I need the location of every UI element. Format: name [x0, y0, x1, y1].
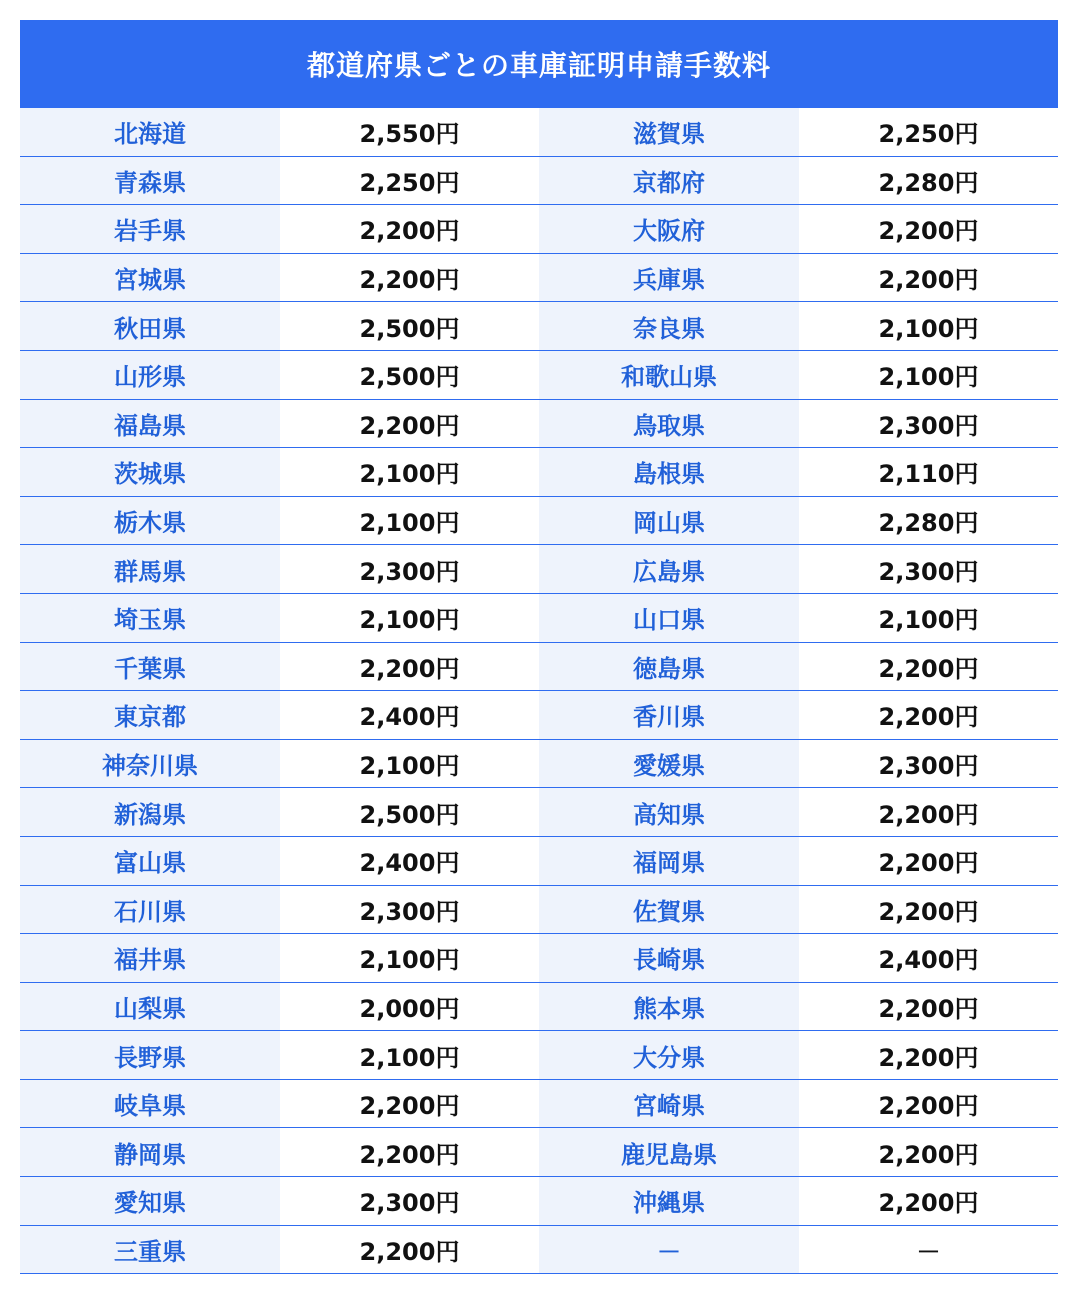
- prefecture-name-cell: 山形県: [20, 350, 280, 399]
- fee-cell: 2,300円: [799, 545, 1058, 594]
- table-row: [20, 739, 1058, 788]
- fee-cell: 2,200円: [799, 691, 1058, 740]
- fee-cell: 2,300円: [280, 885, 539, 934]
- fee-cell: 2,100円: [280, 448, 539, 497]
- fee-cell: 2,250円: [280, 156, 539, 205]
- prefecture-name-cell: 新潟県: [20, 788, 280, 837]
- prefecture-name-cell: 岐阜県: [20, 1079, 280, 1128]
- fee-cell: 2,200円: [799, 1177, 1058, 1226]
- fee-cell: 2,280円: [799, 156, 1058, 205]
- fee-cell: 2,110円: [799, 448, 1058, 497]
- table-row: [20, 496, 1058, 545]
- prefecture-name-cell: 大阪府: [539, 205, 799, 254]
- fee-cell: 2,500円: [280, 302, 539, 351]
- fee-cell: 2,100円: [280, 593, 539, 642]
- prefecture-name-cell: 神奈川県: [20, 739, 280, 788]
- prefecture-name-cell: 徳島県: [539, 642, 799, 691]
- prefecture-name-cell: 青森県: [20, 156, 280, 205]
- fee-cell: 2,200円: [799, 1079, 1058, 1128]
- prefecture-name-cell: 福島県: [20, 399, 280, 448]
- prefecture-name-cell: 岡山県: [539, 496, 799, 545]
- fee-cell: 2,200円: [280, 642, 539, 691]
- fee-cell: 2,100円: [799, 593, 1058, 642]
- prefecture-name-cell: 長野県: [20, 1031, 280, 1080]
- fee-cell: 2,100円: [280, 496, 539, 545]
- prefecture-name-cell: 宮城県: [20, 253, 280, 302]
- table-row: [20, 350, 1058, 399]
- fee-cell: 2,200円: [799, 1128, 1058, 1177]
- table-row: [20, 1177, 1058, 1226]
- table-row: [20, 593, 1058, 642]
- fee-cell: 2,100円: [280, 739, 539, 788]
- table-row: [20, 1225, 1058, 1274]
- prefecture-name-cell: 愛知県: [20, 1177, 280, 1226]
- prefecture-name-cell: 秋田県: [20, 302, 280, 351]
- fee-table-body: [20, 108, 1058, 1274]
- fee-cell: 2,400円: [280, 836, 539, 885]
- table-row: [20, 885, 1058, 934]
- fee-cell: 2,200円: [799, 1031, 1058, 1080]
- fee-cell: 2,000円: [280, 982, 539, 1031]
- fee-cell: 2,200円: [280, 1128, 539, 1177]
- fee-table: [20, 108, 1058, 1274]
- table-title: 都道府県ごとの車庫証明申請手数料: [20, 20, 1058, 108]
- table-row: [20, 982, 1058, 1031]
- prefecture-name-cell: 宮崎県: [539, 1079, 799, 1128]
- prefecture-name-cell: 兵庫県: [539, 253, 799, 302]
- table-row: [20, 156, 1058, 205]
- prefecture-name-cell: 奈良県: [539, 302, 799, 351]
- fee-cell: 2,300円: [280, 1177, 539, 1226]
- table-row: [20, 205, 1058, 254]
- fee-cell: 2,200円: [799, 982, 1058, 1031]
- prefecture-name-cell: 佐賀県: [539, 885, 799, 934]
- prefecture-name-cell: 茨城県: [20, 448, 280, 497]
- fee-cell: 2,200円: [799, 253, 1058, 302]
- table-row: [20, 448, 1058, 497]
- fee-cell: 2,200円: [799, 885, 1058, 934]
- prefecture-name-cell: 愛媛県: [539, 739, 799, 788]
- table-row: [20, 399, 1058, 448]
- prefecture-name-cell: 東京都: [20, 691, 280, 740]
- prefecture-name-cell: 富山県: [20, 836, 280, 885]
- fee-cell: 2,100円: [799, 350, 1058, 399]
- prefecture-name-cell: 鹿児島県: [539, 1128, 799, 1177]
- fee-cell: 2,100円: [280, 1031, 539, 1080]
- table-row: [20, 302, 1058, 351]
- prefecture-name-cell: 島根県: [539, 448, 799, 497]
- table-row: [20, 642, 1058, 691]
- prefecture-name-cell: 鳥取県: [539, 399, 799, 448]
- prefecture-name-cell: 千葉県: [20, 642, 280, 691]
- fee-cell: 2,250円: [799, 108, 1058, 156]
- table-row: [20, 1128, 1058, 1177]
- prefecture-name-cell: 三重県: [20, 1225, 280, 1274]
- prefecture-name-cell: 群馬県: [20, 545, 280, 594]
- prefecture-name-cell: 長崎県: [539, 934, 799, 983]
- prefecture-name-cell: 岩手県: [20, 205, 280, 254]
- prefecture-name-cell: 香川県: [539, 691, 799, 740]
- fee-cell: 2,300円: [280, 545, 539, 594]
- fee-cell: 2,300円: [799, 399, 1058, 448]
- prefecture-name-cell: 福岡県: [539, 836, 799, 885]
- prefecture-name-cell: 熊本県: [539, 982, 799, 1031]
- table-row: [20, 108, 1058, 156]
- fee-cell: 2,200円: [799, 836, 1058, 885]
- prefecture-name-cell: 山梨県: [20, 982, 280, 1031]
- table-row: [20, 545, 1058, 594]
- fee-cell: 2,200円: [280, 205, 539, 254]
- fee-cell: 2,400円: [280, 691, 539, 740]
- fee-cell: 2,100円: [280, 934, 539, 983]
- prefecture-name-cell: 埼玉県: [20, 593, 280, 642]
- table-row: [20, 253, 1058, 302]
- prefecture-name-cell: 滋賀県: [539, 108, 799, 156]
- table-row: [20, 934, 1058, 983]
- fee-table-container: [20, 20, 1058, 1274]
- fee-cell: 2,500円: [280, 788, 539, 837]
- fee-cell: 2,280円: [799, 496, 1058, 545]
- prefecture-name-cell: 和歌山県: [539, 350, 799, 399]
- prefecture-name-cell: 広島県: [539, 545, 799, 594]
- fee-cell: 2,400円: [799, 934, 1058, 983]
- fee-cell: 2,500円: [280, 350, 539, 399]
- table-row: [20, 788, 1058, 837]
- fee-cell: 2,200円: [799, 642, 1058, 691]
- prefecture-name-cell: 京都府: [539, 156, 799, 205]
- prefecture-name-cell: 高知県: [539, 788, 799, 837]
- fee-cell: 2,200円: [280, 253, 539, 302]
- prefecture-name-cell: 大分県: [539, 1031, 799, 1080]
- prefecture-name-cell: 山口県: [539, 593, 799, 642]
- fee-cell: 2,200円: [280, 1225, 539, 1274]
- prefecture-name-cell: 静岡県: [20, 1128, 280, 1177]
- fee-cell: 2,100円: [799, 302, 1058, 351]
- prefecture-name-cell: －: [539, 1225, 799, 1274]
- table-row: [20, 1079, 1058, 1128]
- fee-cell: 2,200円: [799, 205, 1058, 254]
- table-row: [20, 836, 1058, 885]
- table-row: [20, 1031, 1058, 1080]
- fee-cell: 2,300円: [799, 739, 1058, 788]
- prefecture-name-cell: 石川県: [20, 885, 280, 934]
- table-row: [20, 691, 1058, 740]
- prefecture-name-cell: 沖縄県: [539, 1177, 799, 1226]
- prefecture-name-cell: 北海道: [20, 108, 280, 156]
- prefecture-name-cell: 福井県: [20, 934, 280, 983]
- fee-cell: －: [799, 1225, 1058, 1274]
- prefecture-name-cell: 栃木県: [20, 496, 280, 545]
- fee-cell: 2,200円: [280, 1079, 539, 1128]
- fee-cell: 2,200円: [799, 788, 1058, 837]
- fee-cell: 2,550円: [280, 108, 539, 156]
- fee-cell: 2,200円: [280, 399, 539, 448]
